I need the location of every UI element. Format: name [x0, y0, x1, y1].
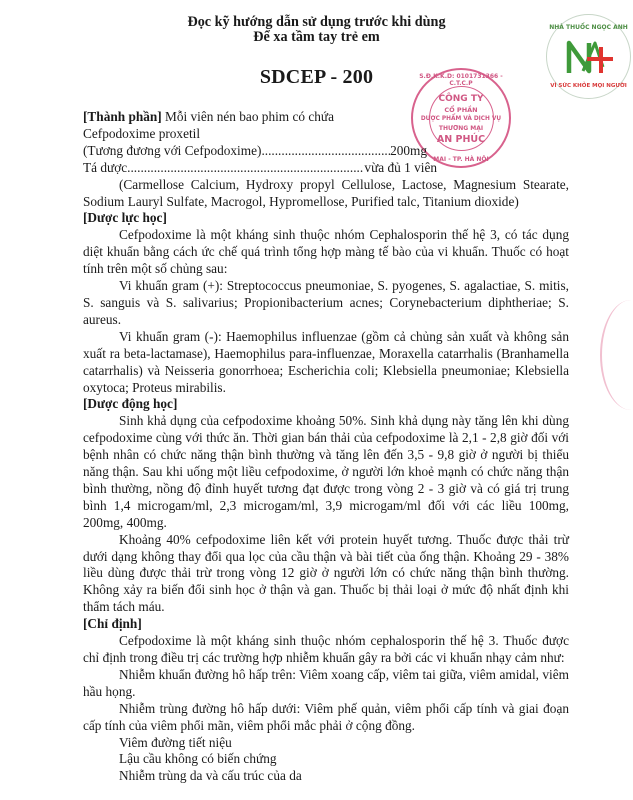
section-pharmacodynamics — [83, 210, 569, 396]
stamp-line-1: CÔNG TY — [438, 94, 484, 104]
excipient-amount: vừa đủ 1 viên — [364, 159, 437, 175]
document-body — [83, 109, 569, 785]
keep-away-children-notice: Để xa tầm tay trẻ em — [253, 29, 380, 45]
composition-heading: [Thành phần] — [83, 109, 162, 124]
dot-leader — [127, 160, 364, 177]
stamp-line-3: DƯỢC PHẨM VÀ DỊCH VỤ — [420, 116, 502, 122]
gram-positive-paragraph: Vi khuẩn gram (+): Streptococcus pneumoniae, S. pyogenes, S. agalactiae, S. mitis, S. sanguis và S. salivarius; Propionibacterium acnes; Corynebacterium diphtheriae; S. aureus. — [83, 278, 569, 327]
stamp-line-4: THƯƠNG MẠI — [438, 125, 484, 132]
section-indications — [83, 616, 569, 785]
pharmacy-logo — [546, 14, 631, 99]
na-plus-logo-icon — [565, 37, 615, 77]
partial-stamp-mark — [600, 300, 633, 410]
dot-leader — [261, 143, 390, 160]
equivalent-label: (Tương đương với Cefpodoxime) — [83, 142, 262, 158]
logo-ring-bottom-text: VÌ SỨC KHỎE MỌI NGƯỜI — [550, 83, 627, 89]
stamp-ring-top-text: S.Đ.K.K.D: 0101731366 - C.T.C.P — [419, 73, 503, 87]
indication-item: Lậu cầu không có biến chứng — [119, 751, 277, 767]
pharmacodynamics-heading: [Dược lực học] — [83, 210, 167, 226]
read-instructions-notice: Đọc kỹ hướng dẫn sử dụng trước khi dùng — [187, 14, 446, 30]
active-ingredient: Cefpodoxime proxetil — [83, 125, 201, 141]
product-title: SDCEP - 200 — [259, 66, 374, 88]
upper-respiratory-indication: Nhiễm khuẩn đường hô hấp trên: Viêm xoang cấp, viêm tai giữa, viêm amidal, viêm hầu họng. — [83, 666, 569, 699]
composition-intro: Mỗi viên nén bao phim có chứa — [161, 109, 334, 124]
excipient-label: Tá dược — [83, 159, 128, 175]
indications-heading: [Chỉ định] — [83, 616, 142, 632]
excipient-list: (Carmellose Calcium, Hydroxy propyl Cellulose, Lactose, Magnesium Stearate, Sodium Lauryl Sulfate, Macrogol, Hypromellose, Purified talc, Titanium dioxide) — [83, 176, 569, 209]
stamp-ring-bottom-text: MAI - TP. HÀ NỘI — [433, 156, 489, 163]
stamp-line-5: AN PHÚC — [436, 134, 486, 145]
indication-item: Nhiễm trùng da và cấu trúc của da — [119, 768, 302, 784]
pharmacokinetics-paragraph-1: Sinh khả dụng của cefpodoxime khoảng 50%. Sinh khả dụng này tăng lên khi dùng cefpodoxime cùng với thức ăn. Thời gian bán thải của cefpodoxime là 2,1 - 2,8 giờ đối với bệnh nhân có chức năng thận bình thường và tăng lên đến 3,5 - 9,8 giờ ở người bị thiểu năng thận. Sau khi uống một liều cefpodoxime, ở người lớn khoẻ mạnh có chức năng thận bình thường, nồng độ đỉnh huyết tương đạt được trong vòng 2 - 3 giờ và có giá trị trung bình 1,4 microgam/ml, 2,3 microgam/ml, 3,9 microgam/ml đối với các liều 100mg, 200mg, 400mg. — [83, 413, 569, 530]
indications-paragraph-1: Cefpodoxime là một kháng sinh thuộc nhóm cephalosporin thế hệ 3. Thuốc được chỉ định trong điều trị các trường hợp nhiễm khuẩn gây ra bởi các vi khuẩn nhạy cảm như: — [83, 633, 569, 665]
pharmacokinetics-paragraph-2: Khoảng 40% cefpodoxime liên kết với protein huyết tương. Thuốc được thải trừ dưới dạng không thay đổi qua lọc của cầu thận và bài tiết của ống thận. Khoảng 29 - 38% liều dùng được thải trừ trong vòng 12 giờ ở người lớn có chức năng thận bình thường. Không xảy ra biến đổi sinh học ở thận và gan. Thuốc bị thải loại ở mức độ nhất định khi thẩm tách máu. — [83, 531, 569, 615]
lower-respiratory-indication: Nhiễm trùng đường hô hấp dưới: Viêm phế quản, viêm phổi cấp tính và giai đoạn cấp tính của viêm phổi mãn, viêm phổi mắc phải ở cộng đồng. — [83, 700, 569, 733]
gram-negative-paragraph: Vi khuẩn gram (-): Haemophilus influenzae (gồm cả chủng sản xuất và không sản xuất ra beta-lactamase), Haemophilus para-influenzae, Moraxella catarrhalis (Branhamella catarrhalis) và Neisseria gonorrhoea; Escherichia coli; Klebsiella pneumoniae; Klebsiella oxytoca; Proteus mirabilis. — [83, 328, 569, 395]
stamp-line-2: CỔ PHẦN — [444, 106, 478, 114]
pharmacokinetics-heading: [Dược động học] — [83, 396, 178, 412]
pharmacodynamics-paragraph-1: Cefpodoxime là một kháng sinh thuộc nhóm Cephalosporin thế hệ 3, có tác dụng diệt khuẩn bằng cách ức chế quá trình tổng hợp màng tế bào của vi khuẩn. Thuốc có hoạt tính trên một số chủng sau: — [83, 227, 569, 277]
indication-item: Viêm đường tiết niệu — [119, 734, 232, 750]
section-composition — [83, 109, 569, 210]
logo-ring-top-text: NHÀ THUỐC NGỌC ANH — [549, 24, 628, 31]
section-pharmacokinetics — [83, 396, 569, 616]
equivalent-amount: 200mg — [390, 142, 427, 158]
